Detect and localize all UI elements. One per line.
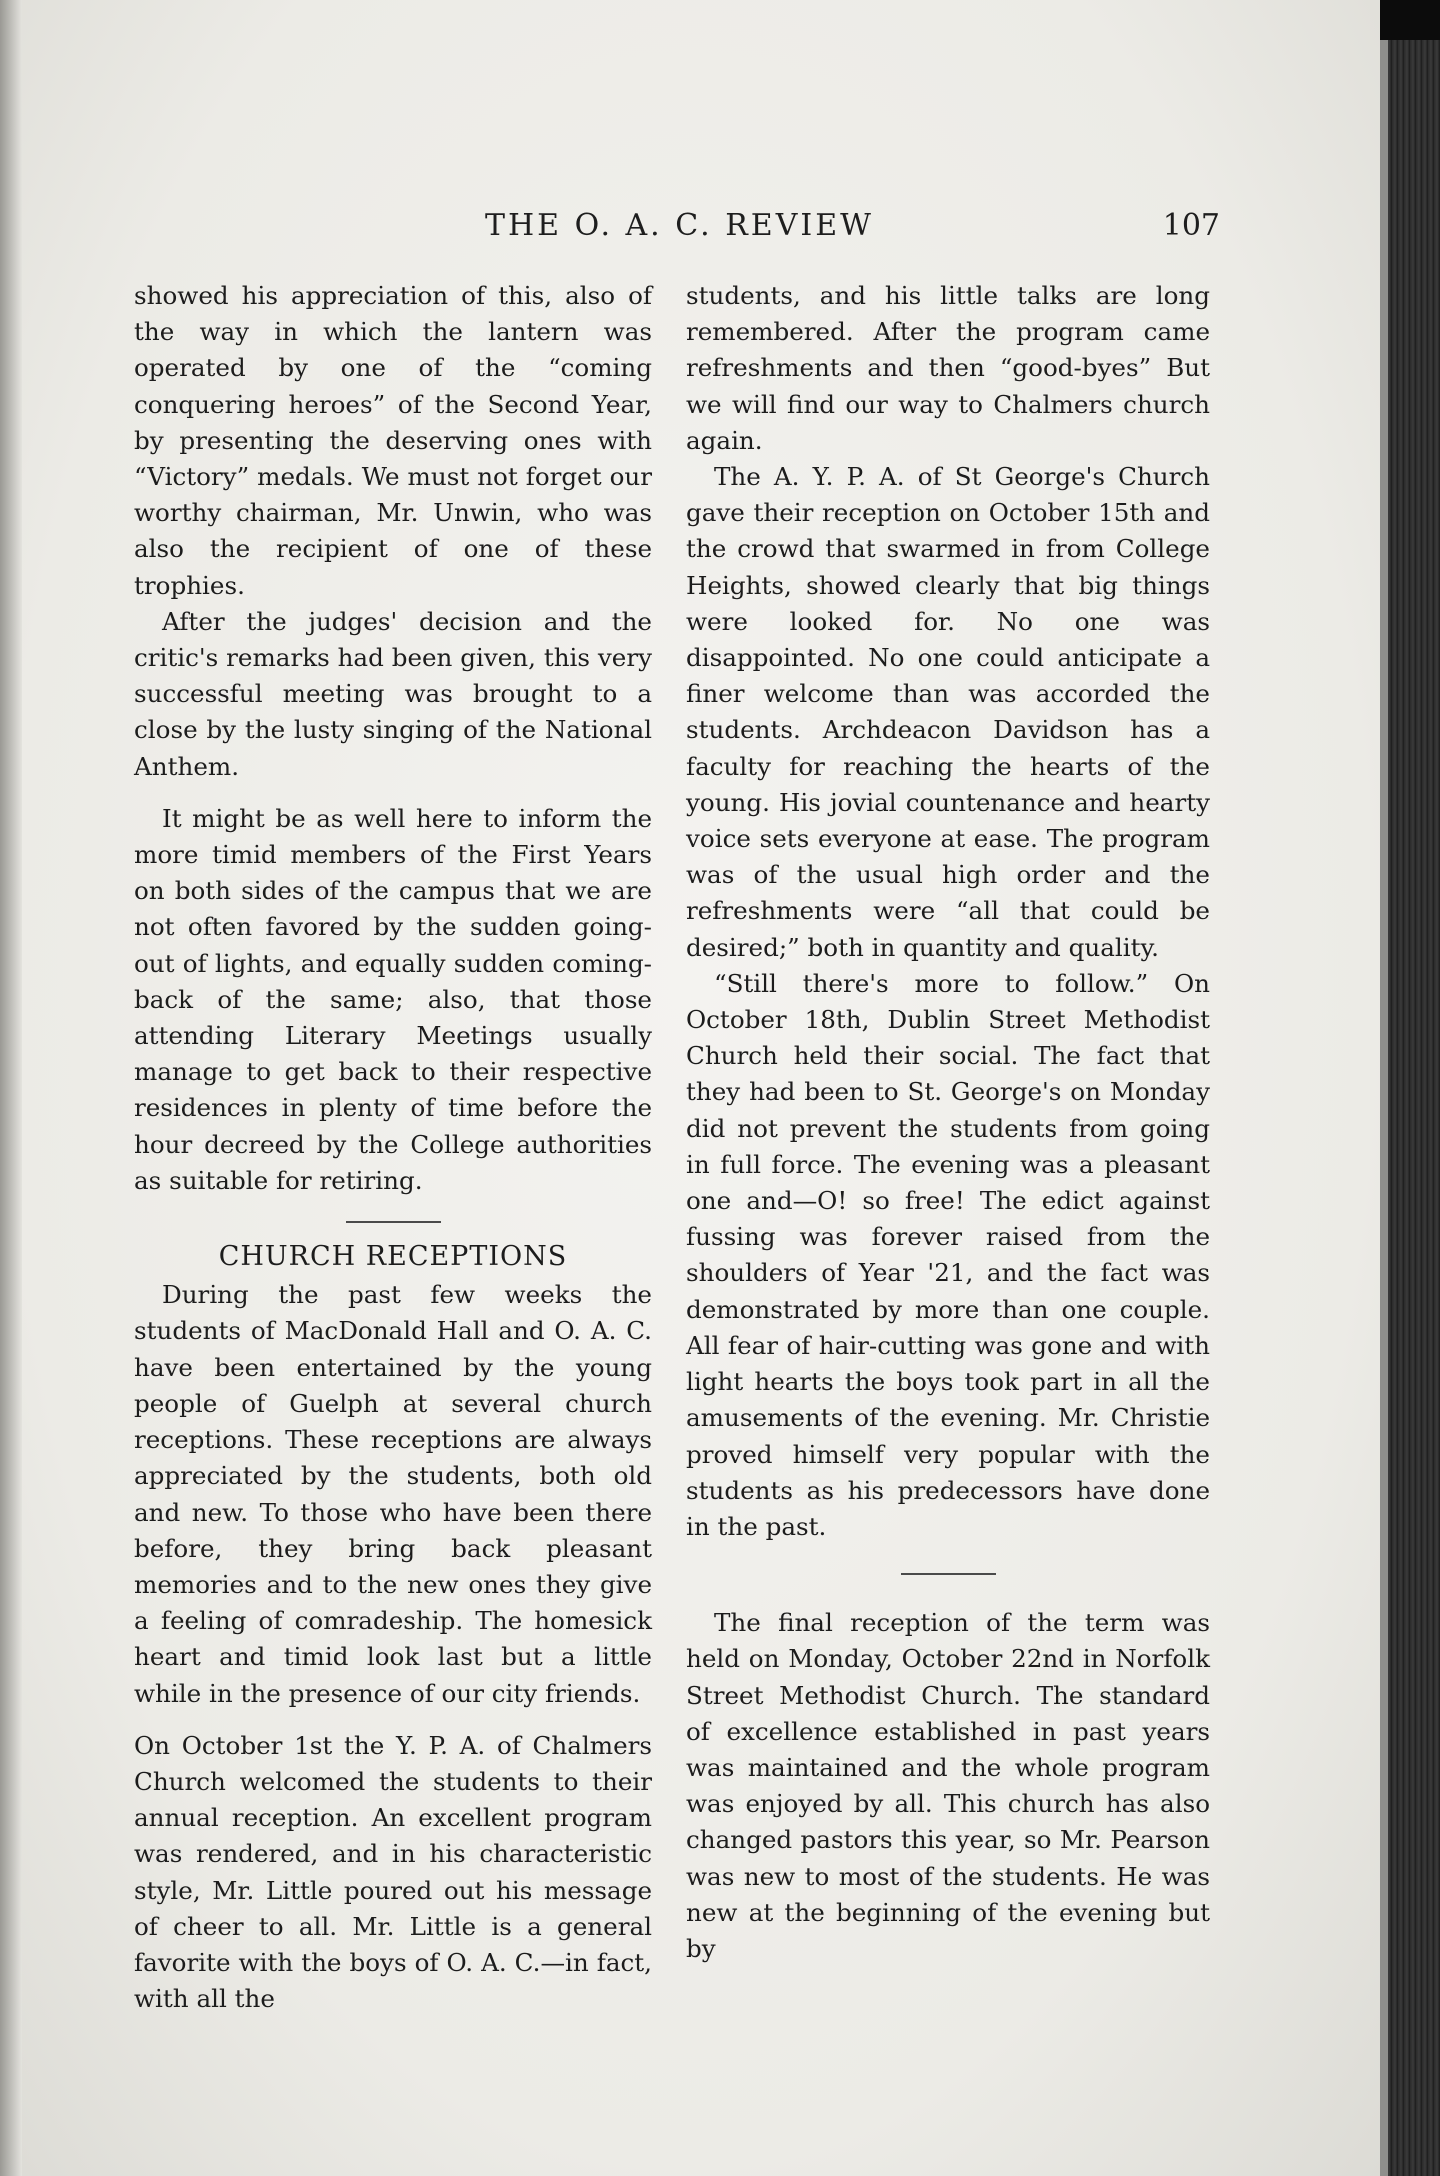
paragraph: The final reception of the term was held on Monday, October 22nd in Norfolk Street Methodist Church. The standard of excellence established in past years was maintained and the whole program was enjoyed by all. This church has also changed pastors this year, so Mr. Pearson was new to most of the students. He was new at the beginning of the evening but by xyxy=(686,1608,1210,1963)
page-edge-highlight xyxy=(1380,40,1388,2176)
paragraph: students, and his little talks are long remembered. After the program came refreshments and then “good-byes” But we will find our way to Chalmers church again. xyxy=(686,281,1210,455)
page-number: 107 xyxy=(1162,208,1220,243)
paragraph: It might be as well here to inform the more timid members of the First Years on both sides of the campus that we are not often favored by the sudden going-out of lights, and equally sudden coming-back of the same; also, that those attending Literary Meetings usually manage to get back to their respective residences in plenty of time before the hour decreed by the College authorities as suitable for retiring. xyxy=(134,803,652,1195)
paragraph: On October 1st the Y. P. A. of Chalmers Church welcomed the students to their annual reception. An excellent program was rendered, and in his characteristic style, Mr. Little poured out his message of cheer to all. Mr. Little is a general favorite with the boys of O. A. C.—in fact, with all the xyxy=(134,1730,652,2014)
paragraph: showed his appreciation of this, also of the way in which the lantern was operated by one of the “coming conquering heroes” of the Second Year, by presenting the deserving ones with “Victory” medals. We must not forget our worthy chairman, Mr. Unwin, who was also the recipient of one of these trophies. xyxy=(134,281,652,600)
page-gutter-shadow xyxy=(0,0,22,2176)
section-divider xyxy=(346,1221,441,1223)
section-divider xyxy=(901,1573,996,1575)
right-column xyxy=(686,278,1210,1967)
paragraph: After the judges' decision and the critic's remarks had been given, this very successful meeting was brought to a close by the lusty singing of the National Anthem. xyxy=(134,606,652,781)
paragraph: During the past few weeks the students of MacDonald Hall and O. A. C. have been entertained by the young people of Guelph at several church receptions. These receptions are always appreciated by the students, both old and new. To those who have been there before, they bring back pleasant memories and to the new ones they give a feeling of comradeship. The homesick heart and timid look last but a little while in the presence of our city friends. xyxy=(134,1280,652,1708)
book-page-edges xyxy=(1380,40,1440,2176)
left-column xyxy=(134,278,652,2017)
paragraph: “Still there's more to follow.” On October 18th, Dublin Street Methodist Church held their social. The fact that they had been to St. George's on Monday did not prevent the students from going in full force. The evening was a pleasant one and—O! so free! The edict against fussing was forever raised from the shoulders of Year '21, and the fact was demonstrated by more than one couple. All fear of hair-cutting was gone and with light hearts the boys took part in all the amusements of the evening. Mr. Christie proved himself very popular with the students as his predecessors have done in the past. xyxy=(686,968,1210,1541)
paragraph: The A. Y. P. A. of St George's Church gave their reception on October 15th and the crowd that swarmed in from College Heights, showed clearly that big things were looked for. No one was disappointed. No one could anticipate a finer welcome than was accorded the students. Archdeacon Davidson has a faculty for reaching the hearts of the young. His jovial countenance and hearty voice sets everyone at ease. The program was of the usual high order and the refreshments were “all that could be desired;” both in quantity and quality. xyxy=(686,462,1210,962)
running-header xyxy=(130,208,1220,258)
section-heading: CHURCH RECEPTIONS xyxy=(218,1241,568,1273)
journal-title: THE O. A. C. REVIEW xyxy=(485,208,874,243)
